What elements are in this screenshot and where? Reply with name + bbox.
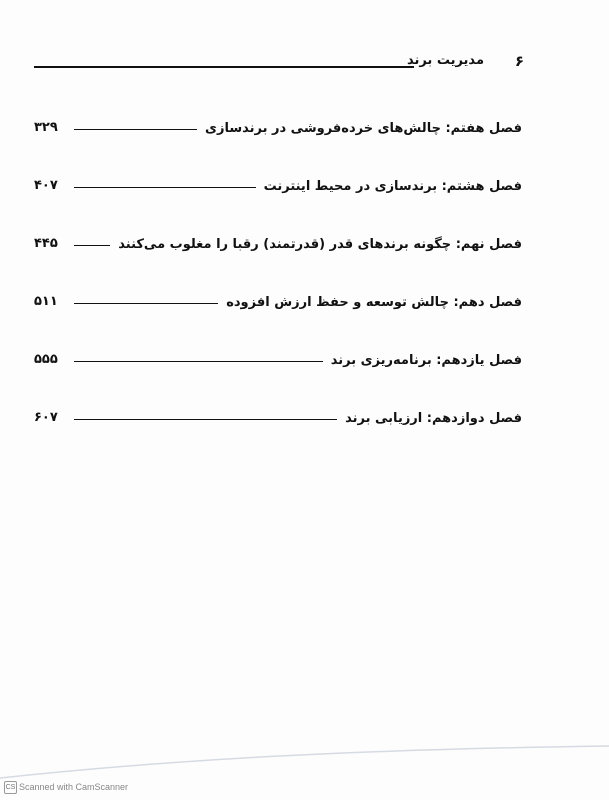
toc-entry-chapter-8 xyxy=(34,174,522,232)
watermark-text: Scanned with CamScanner xyxy=(19,781,129,792)
toc-entry-chapter-9 xyxy=(34,232,522,290)
toc-entry-chapter-12 xyxy=(34,406,522,464)
camscanner-logo-icon: CS xyxy=(4,781,17,794)
toc-entry-page: ۴۴۵ xyxy=(34,236,64,251)
toc-entry-page: ۵۵۵ xyxy=(34,352,64,367)
toc-entry-chapter-7 xyxy=(34,116,522,174)
page-header xyxy=(34,52,524,76)
page-edge-curve xyxy=(0,740,609,780)
toc-entry-page: ۴۰۷ xyxy=(34,178,64,193)
running-title: مدیریت برند xyxy=(406,53,484,68)
table-of-contents xyxy=(34,116,522,464)
toc-entry-title: فصل هشتم: برندسازی در محیط اینترنت xyxy=(256,179,522,194)
toc-entry-title: فصل هفتم: چالش‌های خرده‌فروشی در برندسازی xyxy=(197,121,522,136)
header-rule xyxy=(34,66,414,68)
toc-entry-page: ۵۱۱ xyxy=(34,294,64,309)
toc-entry-title: فصل نهم: چگونه برندهای قدر (قدرتمند) رقبا را مغلوب می‌کنند xyxy=(110,237,522,252)
toc-entry-title: فصل دوازدهم: ارزیابی برند xyxy=(337,411,522,426)
toc-entry-chapter-11 xyxy=(34,348,522,406)
scanner-watermark xyxy=(4,781,128,794)
toc-entry-title: فصل دهم: چالش توسعه و حفظ ارزش افزوده xyxy=(218,295,522,310)
toc-entry-chapter-10 xyxy=(34,290,522,348)
toc-entry-page: ۳۲۹ xyxy=(34,120,64,135)
page-number: ۶ xyxy=(514,52,524,70)
toc-entry-page: ۶۰۷ xyxy=(34,410,64,425)
toc-entry-title: فصل یازدهم: برنامه‌ریزی برند xyxy=(323,353,522,368)
